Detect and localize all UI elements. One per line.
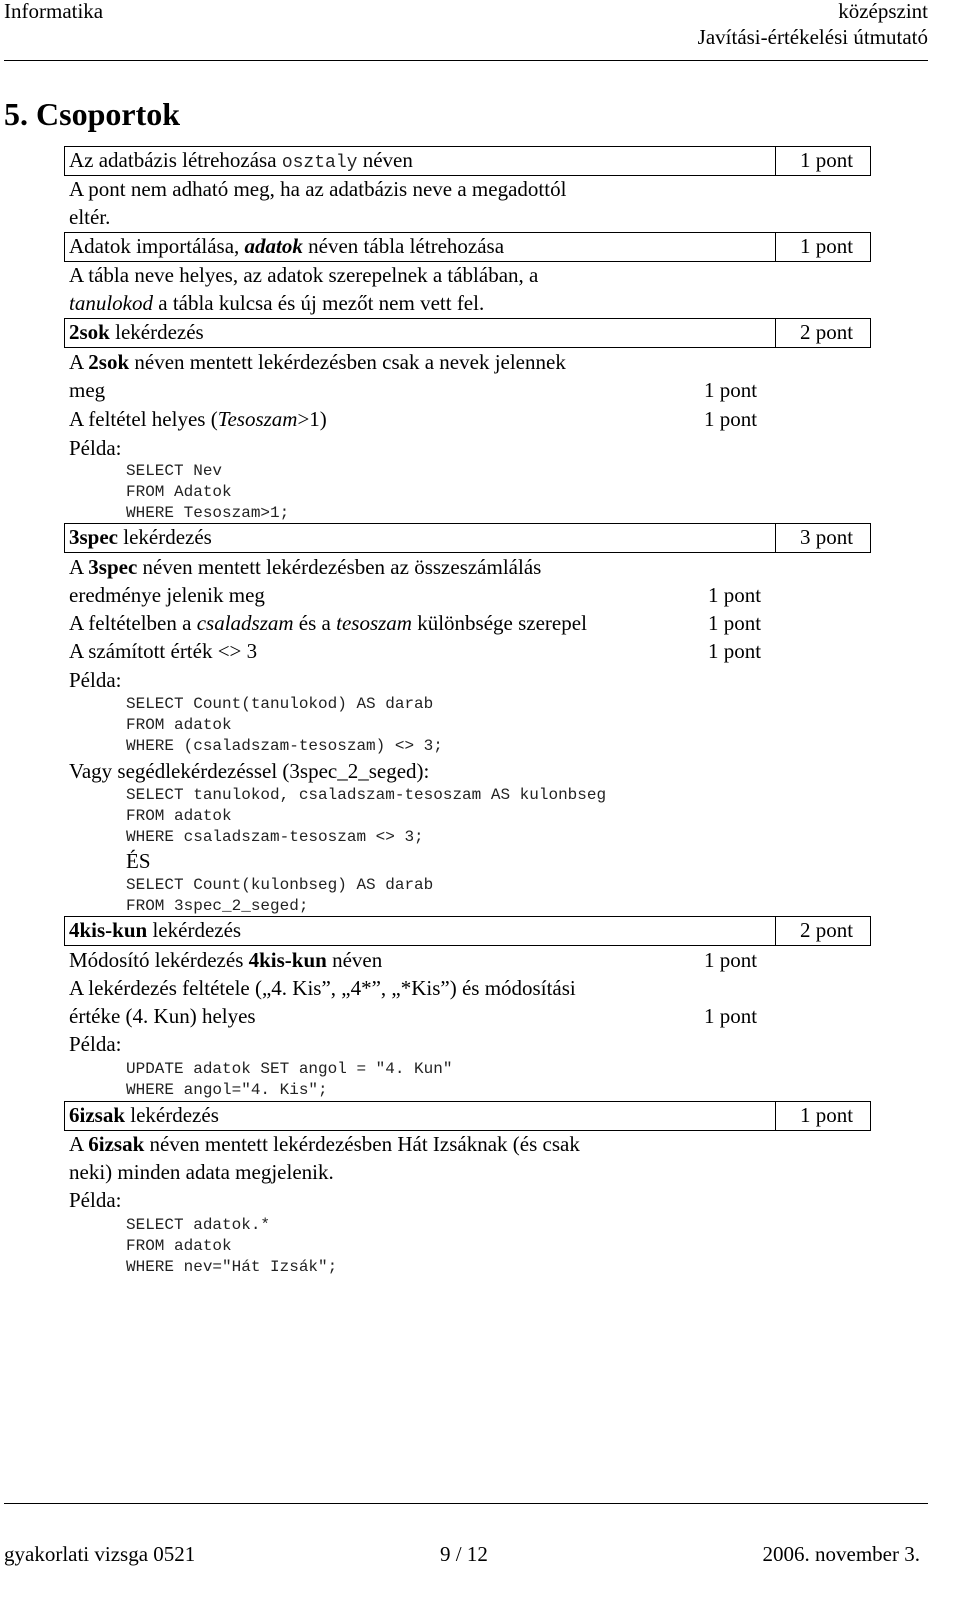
q2sok-code-1: SELECT Nev [126,462,223,480]
q6izsak-l1-bold: 6izsak [88,1132,145,1156]
q4kis-title [69,916,241,945]
db-post: néven [357,148,413,172]
q6izsak-name: 6izsak [69,1103,126,1127]
q3spec-post: lekérdezés [118,525,212,549]
q3spec-alt-label: Vagy segédlekérdezéssel (3spec_2_seged): [69,759,430,783]
q2sok-l3-post: >1) [297,407,327,431]
db-line [69,146,413,175]
import-note-italic: tanulokod [69,291,153,315]
q6izsak-l1-post: néven mentett lekérdezésben Hát Izsáknak (és csak [144,1132,580,1156]
db-note-1: A pont nem adható meg, ha az adatbázis neve a megadottól [69,177,567,201]
q2sok-l1-pre: A [69,350,89,374]
db-pre: Az adatbázis létrehozása [69,148,282,172]
q3spec-code2-2: FROM adatok [126,807,232,825]
q4kis-l2: A lekérdezés feltétele („4. Kis”, „4*”, „*Kis”) és módosítási [69,976,576,1000]
q3spec-code1-1: SELECT Count(tanulokod) AS darab [126,695,434,713]
q4kis-l3: értéke (4. Kun) helyes [69,1004,256,1028]
import-line [69,232,504,261]
q6izsak-l2: neki) minden adata megjelenik. [69,1160,334,1184]
q6izsak-points: 1 pont [800,1103,854,1127]
q3spec-l1-pre: A [69,555,89,579]
q3spec-l3-pre: A feltételben a [69,611,197,635]
q3spec-l1-post: néven mentett lekérdezésben az összeszámlálás [137,555,542,579]
q2sok-example-label: Példa: [69,436,122,460]
q6izsak-title [69,1101,219,1130]
q4kis-l1-points: 1 pont [704,948,758,972]
q6izsak-code-1: SELECT adatok.* [126,1216,271,1234]
q3spec-name: 3spec [69,525,118,549]
q3spec-l3-mid: és a [293,611,337,635]
import-note-2 [69,289,484,318]
q3spec-l3 [69,609,587,638]
q2sok-points: 2 pont [800,320,854,344]
footer-date: 2006. november 3. [762,1542,920,1566]
q3spec-code2-1: SELECT tanulokod, csaladszam-tesoszam AS kulonbseg [126,786,607,804]
q3spec-l2: eredménye jelenik meg [69,583,265,607]
q4kis-code-1: UPDATE adatok SET angol = "4. Kun" [126,1060,453,1078]
q2sok-l3 [69,405,327,434]
section-title: 5. Csoportok [4,96,181,132]
q4kis-post: lekérdezés [147,918,242,942]
q2sok-l1-post: néven mentett lekérdezésben csak a nevek jelennek [129,350,566,374]
q3spec-code3-2: FROM 3spec_2_seged; [126,897,309,915]
db-code: osztaly [281,153,358,173]
footer-page: 9 / 12 [440,1542,488,1566]
import-note-1: A tábla neve helyes, az adatok szerepelnek a táblában, a [69,263,539,287]
q4kis-l1 [69,946,382,975]
q2sok-l3-points: 1 pont [704,407,758,431]
q4kis-example-label: Példa: [69,1032,122,1056]
q3spec-l1 [69,553,541,582]
q2sok-title [69,318,204,347]
q3spec-l3-italic-1: csaladszam [196,611,294,635]
q3spec-l4: A számított érték <> 3 [69,639,258,663]
header-subject: Informatika [4,0,104,23]
q4kis-name: 4kis-kun [69,918,148,942]
q6izsak-post: lekérdezés [125,1103,219,1127]
q6izsak-example-label: Példa: [69,1188,122,1212]
footer-rule [4,1503,928,1504]
header-doc-type: Javítási-értékelési útmutató [697,25,928,49]
q3spec-points: 3 pont [800,525,854,549]
q3spec-code1-2: FROM adatok [126,716,232,734]
q3spec-code1-3: WHERE (csaladszam-tesoszam) <> 3; [126,737,443,755]
db-note-2: eltér. [69,205,111,229]
import-points: 1 pont [800,234,854,258]
q4kis-l1-pre: Módosító lekérdezés [69,948,249,972]
import-table-name: adatok [244,234,303,258]
q3spec-code2-3: WHERE csaladszam-tesoszam <> 3; [126,828,424,846]
db-points: 1 pont [800,148,854,172]
q6izsak-code-3: WHERE nev="Hát Izsák"; [126,1258,338,1276]
header-level: középszint [838,0,928,23]
q2sok-post: lekérdezés [109,320,204,344]
q2sok-l1 [69,348,566,377]
q3spec-l3-points: 1 pont [708,611,762,635]
q2sok-l2: meg [69,378,106,402]
q3spec-l3-italic-2: tesoszam [336,611,412,635]
q2sok-l1-bold: 2sok [88,350,130,374]
q3spec-and-label: ÉS [126,849,151,873]
header-rule [4,60,928,61]
q4kis-points: 2 pont [800,918,854,942]
q2sok-l2-points: 1 pont [704,378,758,402]
q6izsak-l1 [69,1130,580,1159]
q6izsak-code-2: FROM adatok [126,1237,232,1255]
import-pre: Adatok importálása, [69,234,245,258]
q4kis-l1-bold: 4kis-kun [248,948,327,972]
q3spec-l3-post: különbsége szerepel [411,611,587,635]
q3spec-code3-1: SELECT Count(kulonbseg) AS darab [126,876,434,894]
q4kis-l3-points: 1 pont [704,1004,758,1028]
q4kis-code-2: WHERE angol="4. Kis"; [126,1081,328,1099]
q2sok-l3-italic: Tesoszam [217,407,298,431]
q3spec-l4-points: 1 pont [708,639,762,663]
q3spec-title [69,523,212,552]
import-post: néven tábla létrehozása [302,234,505,258]
footer-exam: gyakorlati vizsga 0521 [4,1542,196,1566]
q2sok-name: 2sok [69,320,110,344]
q3spec-example-label: Példa: [69,668,122,692]
q4kis-l1-post: néven [326,948,383,972]
q6izsak-l1-pre: A [69,1132,89,1156]
q2sok-code-3: WHERE Tesoszam>1; [126,504,290,522]
q3spec-l2-points: 1 pont [708,583,762,607]
q3spec-l1-bold: 3spec [88,555,138,579]
import-note-rest: a tábla kulcsa és új mezőt nem vett fel. [153,291,485,315]
q2sok-code-2: FROM Adatok [126,483,232,501]
q2sok-l3-pre: A feltétel helyes ( [69,407,218,431]
